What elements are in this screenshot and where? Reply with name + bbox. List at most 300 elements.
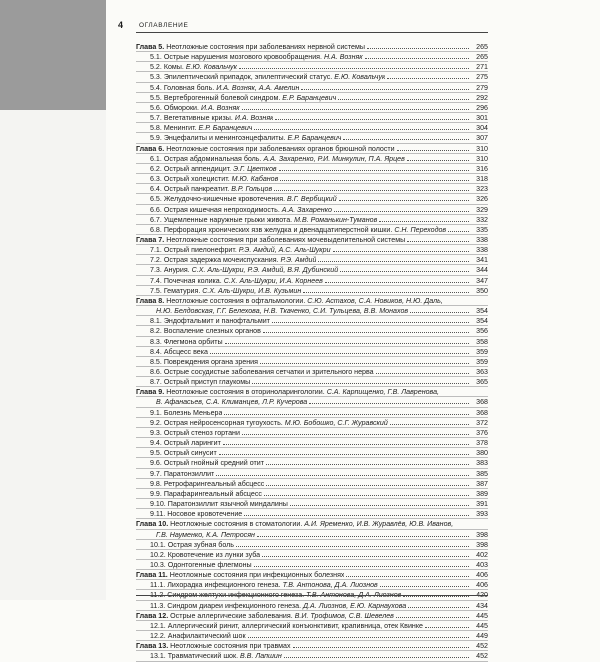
entry-title: Гематурия. [161, 286, 203, 295]
toc-entry-row [136, 651, 488, 661]
entry-authors: А.А. Захаренко, Р.И. Минкулин, П.А. Ярцев [263, 154, 405, 163]
page-ref: 406 [476, 581, 488, 590]
chapter-title: Неотложные состояния при заболеваниях нервной системы [164, 43, 365, 51]
entry-number: 9.1. [150, 408, 162, 417]
leader-dots [248, 636, 469, 638]
entry-number: 5.9. [150, 134, 162, 143]
page-ref: 265 [476, 43, 488, 51]
entry-title: Вертеброгенный болевой синдром. [161, 93, 283, 102]
entry-title: Острый панкреатит. [161, 185, 232, 194]
footer-rule [136, 595, 488, 596]
toc-entry-row [136, 428, 488, 438]
toc-entry-row [136, 458, 488, 468]
entry-authors: В.В. Лапшин [240, 652, 282, 661]
leader-dots [376, 372, 469, 374]
chapter-authors: А.И. Яременко, И.В. Журавлёв, Ю.В. Иванов, [304, 520, 454, 529]
toc-chapter-row [136, 519, 488, 529]
page-ref: 372 [476, 418, 488, 427]
entry-title: Кровотечение из лунки зуба [165, 550, 261, 559]
entry-number: 9.9. [150, 489, 162, 498]
entry-title: Острый холецистит. [161, 175, 232, 184]
entry-title: Воспаление слезных органов [161, 327, 261, 336]
entry-number: 6.5. [150, 195, 162, 204]
entry-authors: М.Ю. Кабанов [231, 175, 279, 184]
entry-title: Острый пиелонефрит. [161, 246, 239, 255]
leader-dots [390, 423, 469, 425]
entry-title: Обмороки. [161, 103, 201, 112]
chapter-authors: С.А. Карпищенко, Г.В. Лавренова, [326, 388, 440, 397]
entry-number: 8.6. [150, 368, 162, 376]
entry-number: 6.6. [150, 205, 162, 214]
toc-entry-row [136, 418, 488, 428]
toc-chapter-row [136, 296, 488, 306]
chapter-label: Глава 13. [136, 642, 169, 651]
toc-entry-row [136, 560, 488, 570]
chapter-title: Неотложные состояния в оториноларингологии. [164, 388, 327, 397]
chapter-label: Глава 5. [136, 43, 165, 51]
entry-number: 6.3. [150, 175, 162, 184]
toc-chapter-row [136, 42, 488, 52]
entry-title: Желудочно-кишечные кровотечения. [161, 195, 288, 204]
toc-chapter-row [136, 641, 488, 651]
header-rule [136, 32, 488, 33]
page-ref: 449 [476, 632, 488, 641]
page-ref: 323 [476, 185, 488, 194]
page-ref: 338 [476, 246, 488, 255]
chapter-label: Глава 7. [136, 235, 165, 244]
entry-title: Ущемленные наружные грыжи живота. [161, 215, 295, 224]
entry-number: 5.8. [150, 124, 162, 133]
toc-chapter-row [136, 611, 488, 621]
page-ref: 359 [476, 347, 488, 356]
page-ref: 452 [476, 642, 488, 651]
page-ref: 316 [476, 164, 488, 173]
entry-title: Острый ларингит [161, 439, 221, 448]
toc-entry-row [136, 479, 488, 489]
page-ref: 341 [476, 256, 488, 265]
entry-authors: Т.В. Антонова, Д.А. Лиознов [282, 581, 378, 590]
toc-entry-row [136, 540, 488, 550]
page-ref: 402 [476, 550, 488, 559]
leader-dots [408, 606, 469, 608]
leader-dots [334, 210, 469, 212]
leader-dots [257, 535, 469, 537]
entry-number: 5.2. [150, 63, 162, 72]
entry-title: Болезнь Меньера [161, 408, 223, 417]
entry-number: 8.4. [150, 347, 162, 356]
leader-dots [252, 382, 469, 384]
page-ref: 368 [476, 408, 488, 417]
page-ref: 358 [476, 337, 488, 346]
entry-number: 12.2. [150, 632, 166, 641]
chapter-title: Острые аллергические заболевания. [168, 611, 295, 620]
page-ref: 363 [476, 368, 488, 376]
entry-title: Комы. [161, 63, 186, 72]
page-ref: 344 [476, 266, 488, 275]
entry-number: 8.5. [150, 357, 162, 366]
chapter-title: Неотложные состояния при заболеваниях мочевыделительной системы [164, 235, 406, 244]
chapter-title: Неотложные состояния при травмах [168, 642, 291, 651]
chapter-title: Неотложные состояния в стоматологии. [168, 520, 305, 529]
toc-entry-row [136, 123, 488, 133]
chapter-label: Глава 11. [136, 571, 168, 580]
leader-dots [216, 474, 469, 476]
leader-dots [365, 57, 469, 59]
toc-chapter-row [136, 387, 488, 397]
leader-dots [367, 47, 469, 49]
toc-entry-row [136, 367, 488, 377]
leader-dots [407, 159, 469, 161]
leader-dots [260, 362, 469, 364]
toc-entry-row [136, 174, 488, 184]
leader-dots [210, 352, 469, 354]
leader-dots [236, 545, 469, 547]
toc-entry-row [136, 316, 488, 326]
page-ref: 332 [476, 215, 488, 224]
entry-number: 11.3. [150, 601, 166, 610]
entry-authors: Р.Э. Амдий, А.С. Аль-Шукри [238, 246, 331, 255]
entry-number: 9.6. [150, 459, 162, 468]
page-ref: 275 [476, 73, 488, 82]
leader-dots [274, 189, 469, 191]
entry-authors: В.Р. Гольцов [231, 185, 273, 194]
page-ref: 403 [476, 560, 488, 569]
entry-title: Острые сосудистые заболевания сетчатки и зрительного нерва [161, 368, 374, 376]
leader-dots [396, 616, 469, 618]
toc-entry-row [136, 621, 488, 631]
page-ref: 335 [476, 225, 488, 234]
chapter-title: Неотложные состояния при заболеваниях органов брюшной полости [164, 144, 395, 153]
page-ref: 338 [476, 235, 488, 244]
chapter-label: Глава 6. [136, 144, 165, 153]
leader-dots [275, 118, 469, 120]
page-ref: 434 [476, 601, 488, 610]
page-ref: 365 [476, 378, 488, 387]
leader-dots [262, 555, 469, 557]
entry-title: Острый гнойный средний отит [161, 459, 264, 468]
leader-dots [346, 575, 469, 577]
continuation-text: Г.В. Науменко, К.А. Петросян [156, 530, 255, 539]
toc-entry-row [136, 509, 488, 519]
toc-entry-row [136, 103, 488, 113]
page-ref: 304 [476, 124, 488, 133]
entry-title: Флегмона орбиты [161, 337, 223, 346]
toc-entry-row [136, 438, 488, 448]
entry-number: 10.3. [150, 560, 166, 569]
continuation-text: В. Афанасьев, С.А. Климанцев, Л.Р. Кучерова [156, 398, 308, 407]
toc-chapter-row [136, 235, 488, 245]
page-number: 4 [118, 20, 124, 30]
leader-dots [263, 331, 469, 333]
entry-number: 7.2. [150, 256, 162, 265]
entry-title: Одонтогенные флегмоны [165, 560, 252, 569]
entry-number: 9.3. [150, 428, 162, 437]
page-ref: 368 [476, 398, 488, 407]
toc-entry-row [136, 62, 488, 72]
entry-title: Анафилактический шок [165, 632, 246, 641]
entry-number: 7.4. [150, 276, 162, 285]
chapter-label: Глава 12. [136, 611, 169, 620]
entry-authors: И.А. Возняк, А.А. Амелин [216, 83, 300, 92]
page-edge-tab [0, 0, 106, 110]
entry-number: 6.8. [150, 225, 162, 234]
leader-dots [301, 88, 469, 90]
page-ref: 310 [476, 144, 488, 153]
toc-entry-row [136, 326, 488, 336]
entry-authors: Н.А. Возняк [323, 53, 363, 62]
page-ref: 359 [476, 357, 488, 366]
toc-entry-row [136, 489, 488, 499]
entry-authors: Е.Р. Баранцевич [287, 134, 342, 143]
page-ref: 326 [476, 195, 488, 204]
toc-entry-row [136, 205, 488, 215]
toc-entry-row [136, 631, 488, 641]
toc-entry-row [136, 448, 488, 458]
entry-authors: Е.Р. Баранцевич [282, 93, 337, 102]
leader-dots [272, 321, 469, 323]
entry-authors: Е.Ю. Ковальчук [334, 73, 386, 82]
toc-chapter-row [136, 570, 488, 580]
entry-number: 7.3. [150, 266, 162, 275]
entry-authors: Э.Г. Цветков [233, 164, 277, 173]
leader-dots [242, 433, 469, 435]
entry-title: Анурия. [161, 266, 192, 275]
entry-number: 9.11. [150, 510, 166, 519]
toc-entry-row [136, 357, 488, 367]
entry-number: 9.4. [150, 439, 162, 448]
entry-number: 5.6. [150, 103, 162, 112]
entry-authors: В.Г. Вербицкий [287, 195, 337, 204]
toc-entry-row [136, 225, 488, 235]
toc-entry-row [136, 215, 488, 225]
leader-dots [333, 250, 469, 252]
entry-title: Острая кишечная непроходимость. [161, 205, 282, 214]
chapter-title: Неотложные состояния при инфекционных болезнях [167, 571, 345, 580]
toc-entry-row [136, 83, 488, 93]
page-ref: 292 [476, 93, 488, 102]
entry-title: Лихорадка инфекционного генеза. [165, 581, 283, 590]
leader-dots [279, 169, 469, 171]
chapter-authors: С.Ю. Астахов, С.А. Новиков, Н.Ю. Даль, [307, 296, 443, 305]
entry-title: Менингит. [161, 124, 199, 133]
entry-number: 6.4. [150, 185, 162, 194]
leader-dots [380, 585, 469, 587]
page-ref: 301 [476, 114, 488, 123]
entry-title: Аллергический ринит, аллергический конъюнктивит, крапивница, отек Квинке [165, 621, 423, 630]
toc-entry-row [136, 469, 488, 479]
row-divider [136, 661, 488, 662]
entry-authors: С.Х. Аль-Шукри, И.А. Корнеев [223, 276, 323, 285]
leader-dots [290, 504, 469, 506]
entry-number: 13.1. [150, 652, 166, 661]
toc-entry-row [136, 255, 488, 265]
toc-entry-row [136, 52, 488, 62]
toc-continuation-row [136, 306, 488, 316]
entry-number: 7.5. [150, 286, 162, 295]
leader-dots [410, 311, 469, 313]
entry-number: 10.2. [150, 550, 166, 559]
entry-title: Ретрофарингеальный абсцесс [161, 479, 265, 488]
entry-number: 7.1. [150, 246, 162, 255]
leader-dots [407, 240, 469, 242]
entry-title: Острая абдоминальная боль. [161, 154, 264, 163]
page-ref: 378 [476, 439, 488, 448]
leader-dots [254, 128, 469, 130]
leader-dots [266, 484, 469, 486]
chapter-label: Глава 9. [136, 388, 165, 397]
leader-dots [448, 230, 469, 232]
leader-dots [264, 494, 469, 496]
leader-dots [293, 646, 469, 648]
entry-number: 9.2. [150, 418, 162, 427]
entry-number: 8.7. [150, 378, 162, 387]
page-ref: 391 [476, 500, 488, 509]
entry-title: Острая нейросенсорная тугоухость. [161, 418, 285, 427]
entry-number: 8.1. [150, 317, 162, 326]
entry-authors: С.Н. Переходов [394, 225, 447, 234]
toc-entry-row [136, 377, 488, 387]
entry-title: Острый приступ глаукомы [161, 378, 251, 387]
leader-dots [225, 342, 469, 344]
leader-dots [318, 260, 469, 262]
page-ref: 389 [476, 489, 488, 498]
leader-dots [239, 67, 469, 69]
table-of-contents [136, 42, 488, 662]
toc-entry-row [136, 93, 488, 103]
entry-number: 9.8. [150, 479, 162, 488]
entry-number: 9.7. [150, 469, 162, 478]
leader-dots [223, 443, 469, 445]
page-ref: 398 [476, 530, 488, 539]
toc-entry-row [136, 580, 488, 590]
leader-dots [379, 220, 469, 222]
page-ref: 350 [476, 286, 488, 295]
page-ref: 318 [476, 175, 488, 184]
leader-dots [309, 402, 469, 404]
leader-dots [280, 179, 469, 181]
page-ref: 387 [476, 479, 488, 488]
page-ref: 383 [476, 459, 488, 468]
entry-title: Абсцесс века [161, 347, 208, 356]
toc-entry-row [136, 164, 488, 174]
leader-dots [397, 149, 469, 151]
entry-authors: Р.Э. Амдий [280, 256, 317, 265]
entry-number: 5.5. [150, 93, 162, 102]
entry-title: Перфорация хронических язв желудка и двенадцатиперстной кишки. [161, 225, 395, 234]
entry-number: 12.1. [150, 621, 166, 630]
page-ref: 376 [476, 428, 488, 437]
entry-number: 5.7. [150, 114, 162, 123]
entry-number: 6.1. [150, 154, 162, 163]
toc-entry-row [136, 550, 488, 560]
toc-entry-row [136, 337, 488, 347]
entry-title: Головная боль. [161, 83, 217, 92]
toc-entry-row [136, 72, 488, 82]
leader-dots [284, 656, 469, 658]
toc-entry-row [136, 499, 488, 509]
page-ref: 296 [476, 103, 488, 112]
chapter-title: Неотложные состояния в офтальмологии. [164, 296, 308, 305]
page-ref: 356 [476, 327, 488, 336]
entry-title: Острая задержка мочеиспускания. [161, 256, 281, 265]
entry-title: Парафарингеальный абсцесс [161, 489, 262, 498]
entry-authors: Е.Ю. Ковальчук [185, 63, 237, 72]
leader-dots [244, 514, 469, 516]
leader-dots [254, 565, 469, 567]
leader-dots [325, 281, 469, 283]
page-ref: 380 [476, 449, 488, 458]
entry-title: Травматический шок. [165, 652, 241, 661]
toc-continuation-row [136, 530, 488, 540]
entry-authors: Д.А. Лиознов, Е.Ю. Карнаухова [303, 601, 407, 610]
leader-dots [242, 108, 469, 110]
page-ref: 452 [476, 652, 488, 661]
page-ref: 393 [476, 510, 488, 519]
leader-dots [266, 463, 469, 465]
page-ref: 398 [476, 540, 488, 549]
entry-authors: М.Ю. Бобошко, С.Г. Журавский [284, 418, 388, 427]
continuation-text: Н.Ю. Белдовская, Г.Г. Белехова, Н.В. Ткаченко, С.И. Тульцева, В.В. Монахов [156, 307, 409, 316]
chapter-label: Глава 10. [136, 520, 169, 529]
toc-chapter-row [136, 144, 488, 154]
page-ref: 354 [476, 307, 488, 316]
leader-dots [343, 138, 469, 140]
entry-authors: И.А. Возняк [234, 114, 274, 123]
entry-title: Острый аппендицит. [161, 164, 234, 173]
chapter-label: Глава 8. [136, 296, 165, 305]
entry-number: 8.2. [150, 327, 162, 336]
entry-number: 6.7. [150, 215, 162, 224]
toc-entry-row [136, 154, 488, 164]
page-ref: 406 [476, 571, 488, 580]
entry-title: Почечная колика. [161, 276, 224, 285]
entry-number: 5.4. [150, 83, 162, 92]
page-ref: 347 [476, 276, 488, 285]
leader-dots [425, 626, 469, 628]
page-ref: 354 [476, 317, 488, 326]
entry-authors: Е.Р. Баранцевич [198, 124, 253, 133]
leader-dots [224, 413, 469, 415]
page-ref: 329 [476, 205, 488, 214]
entry-title: Вегетативные кризы. [161, 114, 235, 123]
toc-entry-row [136, 265, 488, 275]
page-ref: 307 [476, 134, 488, 143]
leader-dots [387, 77, 469, 79]
toc-entry-row [136, 276, 488, 286]
entry-authors: С.Х. Аль-Шукри, Р.Э. Амдий, В.Я. Дубинский [191, 266, 339, 275]
entry-number: 8.3. [150, 337, 162, 346]
page-ref: 445 [476, 621, 488, 630]
entry-title: Острая зубная боль [165, 540, 234, 549]
leader-dots [339, 199, 469, 201]
entry-title: Повреждения органа зрения [161, 357, 258, 366]
leader-dots [303, 291, 469, 293]
toc-entry-row [136, 286, 488, 296]
entry-title: Энцефалиты и менингоэнцефалиты. [161, 134, 288, 143]
toc-entry-row [136, 194, 488, 204]
page-ref: 265 [476, 53, 488, 62]
entry-authors: А.А. Захаренко [281, 205, 332, 214]
leader-dots [340, 270, 469, 272]
toc-continuation-row [136, 397, 488, 407]
entry-title: Синдром диареи инфекционного генеза. [165, 601, 304, 610]
entry-number: 11.1. [150, 581, 166, 590]
page-ref: 385 [476, 469, 488, 478]
entry-authors: И.А. Возняк [200, 103, 240, 112]
entry-number: 5.1. [150, 53, 162, 62]
toc-entry-row [136, 245, 488, 255]
toc-entry-row [136, 408, 488, 418]
